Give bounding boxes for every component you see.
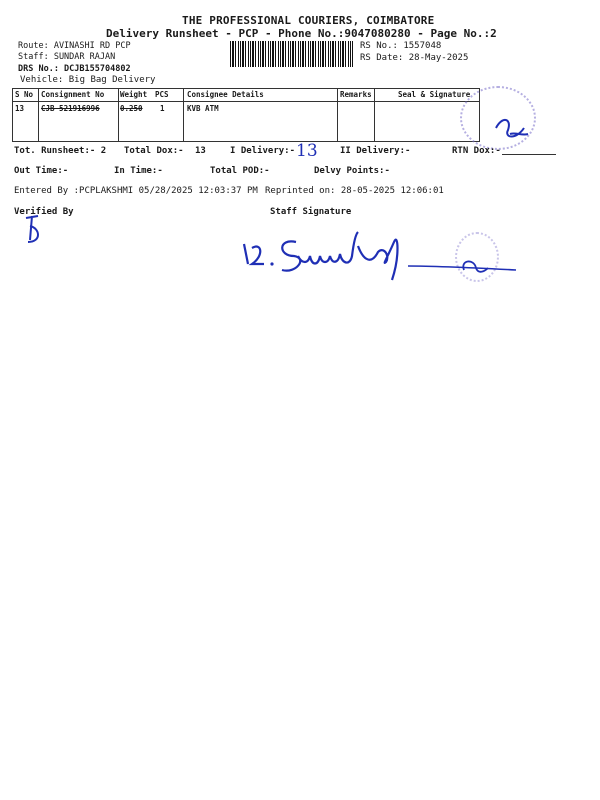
row-weight: 0.250: [120, 104, 143, 113]
total-dox-value: 13: [195, 146, 206, 156]
delvy-points-label: Delvy Points:-: [314, 166, 390, 176]
row-sno: 13: [15, 104, 25, 113]
rs-date: RS Date: 28-May-2025: [360, 53, 469, 63]
ii-delivery-label: II Delivery:-: [340, 146, 411, 156]
runsheet-subtitle: Delivery Runsheet - PCP - Phone No.:9047080280 - Page No.:2: [106, 27, 497, 40]
i-delivery-handwritten: 13: [296, 141, 318, 161]
verified-signature-mark: [20, 212, 50, 248]
runsheet-table: [12, 88, 480, 142]
col-header-weight: Weight: [120, 90, 148, 99]
staff-label: Staff: SUNDAR RAJAN: [18, 52, 116, 62]
in-time-label: In Time:-: [114, 166, 163, 176]
row-consignee: KVB ATM: [187, 104, 219, 113]
route-label: Route: AVINASHI RD PCP: [18, 41, 131, 51]
total-pod-label: Total POD:-: [210, 166, 270, 176]
rtn-dox-line: [502, 154, 556, 155]
rtn-dox-label: RTN Dox:-: [452, 146, 501, 156]
column-divider: [183, 89, 184, 141]
column-divider: [337, 89, 338, 141]
staff-handwritten-signature: [238, 226, 518, 286]
row-consignment: CJB 521916996: [41, 104, 100, 113]
column-divider: [374, 89, 375, 141]
col-header-consignee: Consignee Details: [187, 90, 264, 99]
reprinted-on: Reprinted on: 28-05-2025 12:06:01: [265, 186, 444, 196]
company-title: THE PROFESSIONAL COURIERS, COIMBATORE: [182, 14, 435, 27]
column-divider: [118, 89, 119, 141]
row-pcs: 1: [160, 104, 165, 113]
col-header-sno: S No: [15, 90, 34, 99]
seal-signature-mark: [490, 108, 534, 144]
verified-by-label: Verified By: [14, 207, 74, 217]
barcode: [230, 41, 353, 67]
i-delivery-label: I Delivery:-: [230, 146, 296, 156]
table-header-divider: [13, 101, 479, 102]
col-header-consignment: Consignment No: [41, 90, 105, 99]
drs-label: DRS No.: DCJB155704802: [18, 64, 131, 74]
total-dox-label: Total Dox:-: [124, 146, 184, 156]
entered-by: Entered By :PCPLAKSHMI 05/28/2025 12:03:37 PM: [14, 186, 258, 196]
col-header-seal: Seal & Signature: [398, 90, 471, 99]
staff-signature-label: Staff Signature: [270, 207, 352, 217]
tot-runsheet: Tot. Runsheet:- 2: [14, 146, 107, 156]
rs-number: RS No.: 1557048: [360, 41, 442, 51]
vehicle-label: Vehicle: Big Bag Delivery: [20, 75, 156, 85]
column-divider: [38, 89, 39, 141]
col-header-pcs: PCS: [155, 90, 169, 99]
col-header-remarks: Remarks: [340, 90, 372, 99]
out-time-label: Out Time:-: [14, 166, 69, 176]
